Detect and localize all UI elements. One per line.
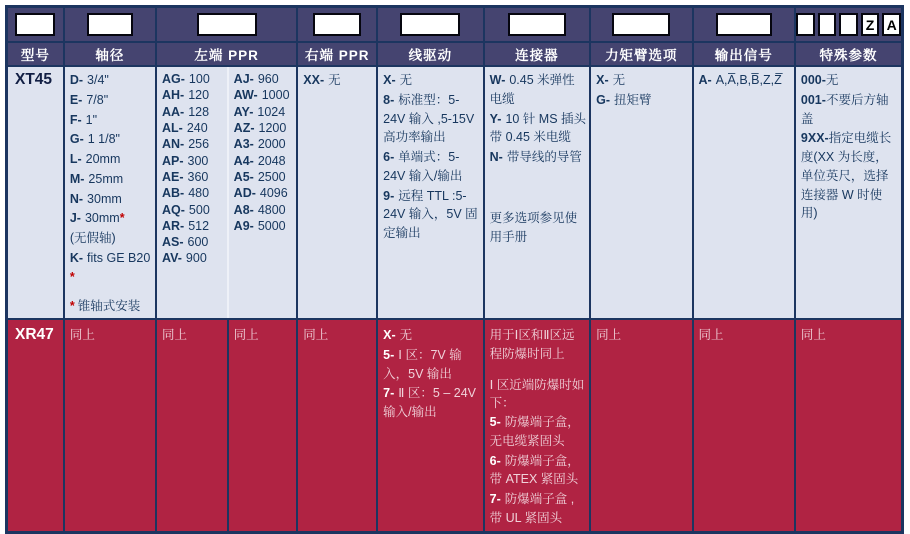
ppr-option-list xyxy=(162,71,224,267)
option-text: 无 xyxy=(399,73,413,87)
option-text: 960 xyxy=(257,72,279,86)
xt45-model-cell xyxy=(7,66,64,319)
option-text: 100 xyxy=(188,72,210,86)
special-params-boxes xyxy=(796,13,901,36)
option-code: AY- xyxy=(233,104,254,119)
option-line xyxy=(383,71,479,90)
option-text: 30mm xyxy=(84,211,120,226)
option-line xyxy=(234,120,294,136)
option-text: 256 xyxy=(188,137,210,152)
option-code: XX- xyxy=(303,73,325,87)
shaft-option-list xyxy=(70,71,152,286)
option-text: 4096 xyxy=(259,186,288,201)
option-line xyxy=(162,104,224,120)
option-line xyxy=(490,490,586,528)
option-text: 不要后方轴盖 xyxy=(800,92,889,126)
option-line xyxy=(70,190,152,209)
xr47-shaft-cell xyxy=(64,319,156,532)
xt45-line-driver-cell xyxy=(377,66,483,319)
col-header-connector: 连接器 xyxy=(484,42,590,66)
col-header-model: 型号 xyxy=(7,42,64,66)
option-text: 远程 TTL :5-24V 输入，5V 固定输出 xyxy=(383,188,478,240)
option-code: AB- xyxy=(162,186,185,201)
part-code-box-model xyxy=(15,13,55,36)
part-number-table xyxy=(5,5,904,534)
row-xt45 xyxy=(7,66,903,319)
option-line xyxy=(70,150,152,169)
option-line xyxy=(490,110,586,148)
option-text: 单端式：5-24V 输入/输出 xyxy=(383,150,463,183)
option-line xyxy=(383,326,479,345)
part-code-box-special-2 xyxy=(818,13,837,36)
part-code-box-torque-arm xyxy=(612,13,670,36)
option-code: N- xyxy=(69,191,84,206)
ppr-option-list xyxy=(234,71,294,234)
option-code: AJ- xyxy=(233,72,254,86)
shaft-footnote xyxy=(70,297,152,316)
option-line xyxy=(70,71,152,90)
option-code: 000- xyxy=(800,73,826,87)
option-text: 2048 xyxy=(257,153,286,168)
option-line xyxy=(70,249,152,287)
option-line xyxy=(596,71,688,90)
part-code-box-a: A xyxy=(882,13,901,36)
option-text: 标准型：5-24V 输入 ,5-15V 高功率输出 xyxy=(383,92,475,145)
option-code: A9- xyxy=(233,218,254,233)
option-text: 2500 xyxy=(257,169,286,184)
option-code: 9XX- xyxy=(800,131,829,146)
option-code: G- xyxy=(69,132,84,147)
option-text: 500 xyxy=(188,202,210,217)
footnote-text: 锥轴式安装 xyxy=(77,299,141,314)
option-text: 无 xyxy=(825,73,839,87)
col-header-line-driver: 线驱动 xyxy=(377,42,483,66)
option-line xyxy=(490,413,586,451)
col-header-shaft-size: 轴径 xyxy=(64,42,156,66)
option-line xyxy=(801,91,898,129)
option-line xyxy=(234,136,294,152)
connector-option-list xyxy=(490,71,586,167)
col-header-left-ppr: 左端 PPR xyxy=(156,42,297,66)
option-line xyxy=(596,91,688,110)
option-code: K- xyxy=(69,250,84,265)
option-line xyxy=(383,384,479,422)
col-header-right-ppr: 右端 PPR xyxy=(297,42,377,66)
option-text: 7/8" xyxy=(86,92,109,107)
option-text: 0.45 米弹性电缆 xyxy=(489,73,575,106)
option-line xyxy=(801,71,898,90)
option-text: fits GE B20 xyxy=(87,250,151,265)
option-code: AP- xyxy=(162,153,184,168)
option-code: AV- xyxy=(162,251,182,266)
option-code: L- xyxy=(69,152,82,166)
xr47-line-driver-cell xyxy=(377,319,483,532)
special-params-option-list xyxy=(801,71,898,223)
option-code: AL- xyxy=(162,120,183,135)
xt45-left-ppr-a-cell xyxy=(156,66,228,319)
option-code: A- xyxy=(698,73,712,87)
option-line xyxy=(303,71,373,90)
xt45-torque-arm-cell xyxy=(590,66,692,319)
option-line xyxy=(162,120,224,136)
option-code: AW- xyxy=(233,88,258,103)
option-code: M- xyxy=(69,171,85,186)
option-code: X- xyxy=(383,328,396,342)
option-text: 300 xyxy=(187,153,209,168)
option-line xyxy=(70,229,152,248)
column-header-row xyxy=(7,42,903,66)
xr47-left-ppr-b-cell xyxy=(228,319,298,532)
option-line xyxy=(162,218,224,234)
code-cell-output-signal xyxy=(693,7,795,43)
option-line xyxy=(490,148,586,167)
option-code: AE- xyxy=(162,169,184,184)
option-line xyxy=(234,71,294,87)
option-code: 5- xyxy=(383,347,395,362)
option-line xyxy=(70,170,152,189)
option-text: 1 1/8" xyxy=(87,132,120,147)
footnote-star: * xyxy=(69,299,75,314)
option-text: 2000 xyxy=(257,137,286,152)
option-line xyxy=(490,452,586,490)
option-text: 20mm xyxy=(85,152,121,166)
option-line xyxy=(162,153,224,169)
option-text: 无 xyxy=(612,73,626,87)
option-line xyxy=(162,169,224,185)
code-cell-shaft xyxy=(64,7,156,43)
option-text: 512 xyxy=(188,218,210,233)
option-line xyxy=(162,202,224,218)
option-text: 5000 xyxy=(257,218,286,233)
connector-subhead: Ⅰ 区近端防爆时如下： xyxy=(489,377,585,411)
option-code: AN- xyxy=(162,137,185,152)
option-text: 无 xyxy=(399,328,413,342)
option-line xyxy=(699,71,791,90)
part-code-box-connector xyxy=(508,13,566,36)
footnote-star: * xyxy=(69,269,75,284)
option-line xyxy=(70,209,152,228)
output-signal-option-list xyxy=(699,71,791,90)
option-text: 带导线的导管 xyxy=(506,150,582,164)
same-as-above: 同上 xyxy=(69,328,95,342)
option-line xyxy=(162,87,224,103)
option-code: A3- xyxy=(233,137,254,152)
xr47-right-ppr-cell xyxy=(297,319,377,532)
code-cell-special-params xyxy=(795,7,903,43)
option-code: AS- xyxy=(162,235,184,250)
xt45-special-params-cell xyxy=(795,66,903,319)
option-code: 9- xyxy=(383,188,395,203)
xr47-output-signal-cell xyxy=(693,319,795,532)
option-code: 001- xyxy=(800,92,826,107)
part-code-box-z: Z xyxy=(861,13,880,36)
option-line xyxy=(70,111,152,130)
option-code: X- xyxy=(596,73,609,87)
part-code-box-output-signal xyxy=(716,13,772,36)
option-code: 8- xyxy=(383,92,395,107)
code-cell-torque-arm xyxy=(590,7,692,43)
option-text: 扭矩臂 xyxy=(614,92,652,107)
option-text: 1" xyxy=(85,112,98,127)
option-code: 7- xyxy=(383,386,395,401)
option-line xyxy=(234,218,294,234)
xr47-connector-cell xyxy=(484,319,590,532)
connector-intro: 用于Ⅰ区和Ⅱ区远程防爆时同上 xyxy=(489,328,575,361)
option-code: 6- xyxy=(383,150,395,164)
torque-arm-option-list xyxy=(596,71,688,110)
code-cell-connector xyxy=(484,7,590,43)
model-label: XR47 xyxy=(15,326,54,343)
same-as-above: 同上 xyxy=(698,328,724,342)
option-code: X- xyxy=(383,73,396,87)
part-code-box-line-driver xyxy=(400,13,460,36)
xr47-model-cell xyxy=(7,319,64,532)
option-text: 1200 xyxy=(258,120,287,135)
option-text: Ⅰ 区：7V 输入，5V 输出 xyxy=(383,347,462,381)
part-code-box-shaft xyxy=(87,13,133,36)
same-as-above: 同上 xyxy=(233,328,259,342)
option-code: N- xyxy=(489,150,503,164)
option-code: AR- xyxy=(162,218,185,233)
option-text: A,A̅,B,B̅,Z,Z̅ xyxy=(715,73,782,87)
xr47-special-params-cell xyxy=(795,319,903,532)
xt45-left-ppr-b-cell xyxy=(228,66,298,319)
option-line xyxy=(383,148,479,186)
part-code-box-special-1 xyxy=(796,13,815,36)
option-line xyxy=(383,91,479,147)
option-code: 6- xyxy=(489,453,501,468)
option-line xyxy=(234,185,294,201)
option-code: Y- xyxy=(489,111,502,126)
option-text: 3/4" xyxy=(87,73,109,87)
option-line xyxy=(490,71,586,109)
part-code-box-special-3 xyxy=(839,13,858,36)
xt45-connector-cell xyxy=(484,66,590,319)
xt45-shaft-cell xyxy=(64,66,156,319)
option-text: 指定电缆长度(XX 为长度，单位英尺，选择连接器 W 时使用) xyxy=(800,131,892,221)
same-as-above: 同上 xyxy=(303,328,329,342)
option-text: 防爆端子盒 ,带 UL 紧固头 xyxy=(489,492,575,525)
option-text: 480 xyxy=(188,186,210,201)
option-code: 7- xyxy=(489,492,501,506)
option-text: 600 xyxy=(187,235,209,250)
col-header-special-params: 特殊参数 xyxy=(795,42,903,66)
option-code: A4- xyxy=(233,153,254,168)
option-code: AG- xyxy=(162,72,185,86)
option-text: (无假轴) xyxy=(69,231,116,245)
option-line xyxy=(234,202,294,218)
option-line xyxy=(234,153,294,169)
line-driver-option-list xyxy=(383,71,479,243)
option-text: 900 xyxy=(185,251,207,266)
option-line xyxy=(234,87,294,103)
part-code-strip xyxy=(7,7,903,43)
xt45-right-ppr-cell xyxy=(297,66,377,319)
xt45-output-signal-cell xyxy=(693,66,795,319)
option-line xyxy=(162,185,224,201)
same-as-above: 同上 xyxy=(596,328,622,342)
connector-option-list xyxy=(490,413,586,528)
xr47-torque-arm-cell xyxy=(590,319,692,532)
right-ppr-option-list xyxy=(303,71,373,90)
option-text: 10 针 MS 插头带 0.45 米电缆 xyxy=(489,111,587,145)
option-line xyxy=(234,169,294,185)
option-text: 4800 xyxy=(257,202,286,217)
option-code: D- xyxy=(69,73,84,87)
option-line xyxy=(383,346,479,384)
col-header-output-signal: 输出信号 xyxy=(693,42,795,66)
option-code: A8- xyxy=(233,202,254,217)
option-code: W- xyxy=(489,73,506,87)
option-code: AZ- xyxy=(233,120,255,135)
option-code: J- xyxy=(69,211,81,226)
option-code: AH- xyxy=(162,88,185,103)
option-code: 5- xyxy=(489,415,501,429)
option-code: F- xyxy=(69,112,82,127)
row-xr47 xyxy=(7,319,903,532)
option-text: 25mm xyxy=(88,171,124,186)
option-text: 1024 xyxy=(257,104,286,119)
option-line xyxy=(383,187,479,243)
option-text: 120 xyxy=(188,88,210,103)
option-line xyxy=(801,129,898,223)
option-line xyxy=(162,136,224,152)
footnote-star: * xyxy=(119,211,125,226)
option-text: 无 xyxy=(328,73,341,87)
option-code: E- xyxy=(69,92,83,107)
option-line xyxy=(70,91,152,110)
option-text: 1000 xyxy=(261,88,290,103)
option-text: 防爆端子盒，带 ATEX 紧固头 xyxy=(489,453,580,487)
option-line xyxy=(70,130,152,149)
part-code-box-left-ppr xyxy=(197,13,257,36)
code-cell-model xyxy=(7,7,64,43)
connector-note: 更多选项参见使用手册 xyxy=(489,210,578,244)
option-code: AA- xyxy=(162,104,185,119)
model-label: XT45 xyxy=(15,71,53,88)
option-line xyxy=(162,250,224,266)
same-as-above: 同上 xyxy=(800,328,826,342)
option-text: 30mm xyxy=(87,191,122,206)
option-code: AQ- xyxy=(162,202,185,217)
col-header-torque-arm: 力矩臂选项 xyxy=(590,42,692,66)
same-as-above: 同上 xyxy=(162,328,188,342)
option-text: 360 xyxy=(187,169,209,184)
option-code: AD- xyxy=(233,186,256,201)
code-cell-line-driver xyxy=(377,7,483,43)
option-line xyxy=(162,71,224,87)
option-text: Ⅱ 区：5 – 24V 输入/输出 xyxy=(383,386,476,419)
code-cell-left-ppr xyxy=(156,7,297,43)
option-line xyxy=(234,104,294,120)
option-code: G- xyxy=(596,92,611,107)
code-cell-right-ppr xyxy=(297,7,377,43)
part-code-box-right-ppr xyxy=(313,13,361,36)
xr47-left-ppr-a-cell xyxy=(156,319,228,532)
line-driver-option-list xyxy=(383,326,479,422)
option-code: A5- xyxy=(233,169,254,184)
option-line xyxy=(162,234,224,250)
option-text: 240 xyxy=(186,120,208,135)
option-text: 防爆端子盒，无电缆紧固头 xyxy=(489,415,580,448)
option-text: 128 xyxy=(188,104,210,119)
